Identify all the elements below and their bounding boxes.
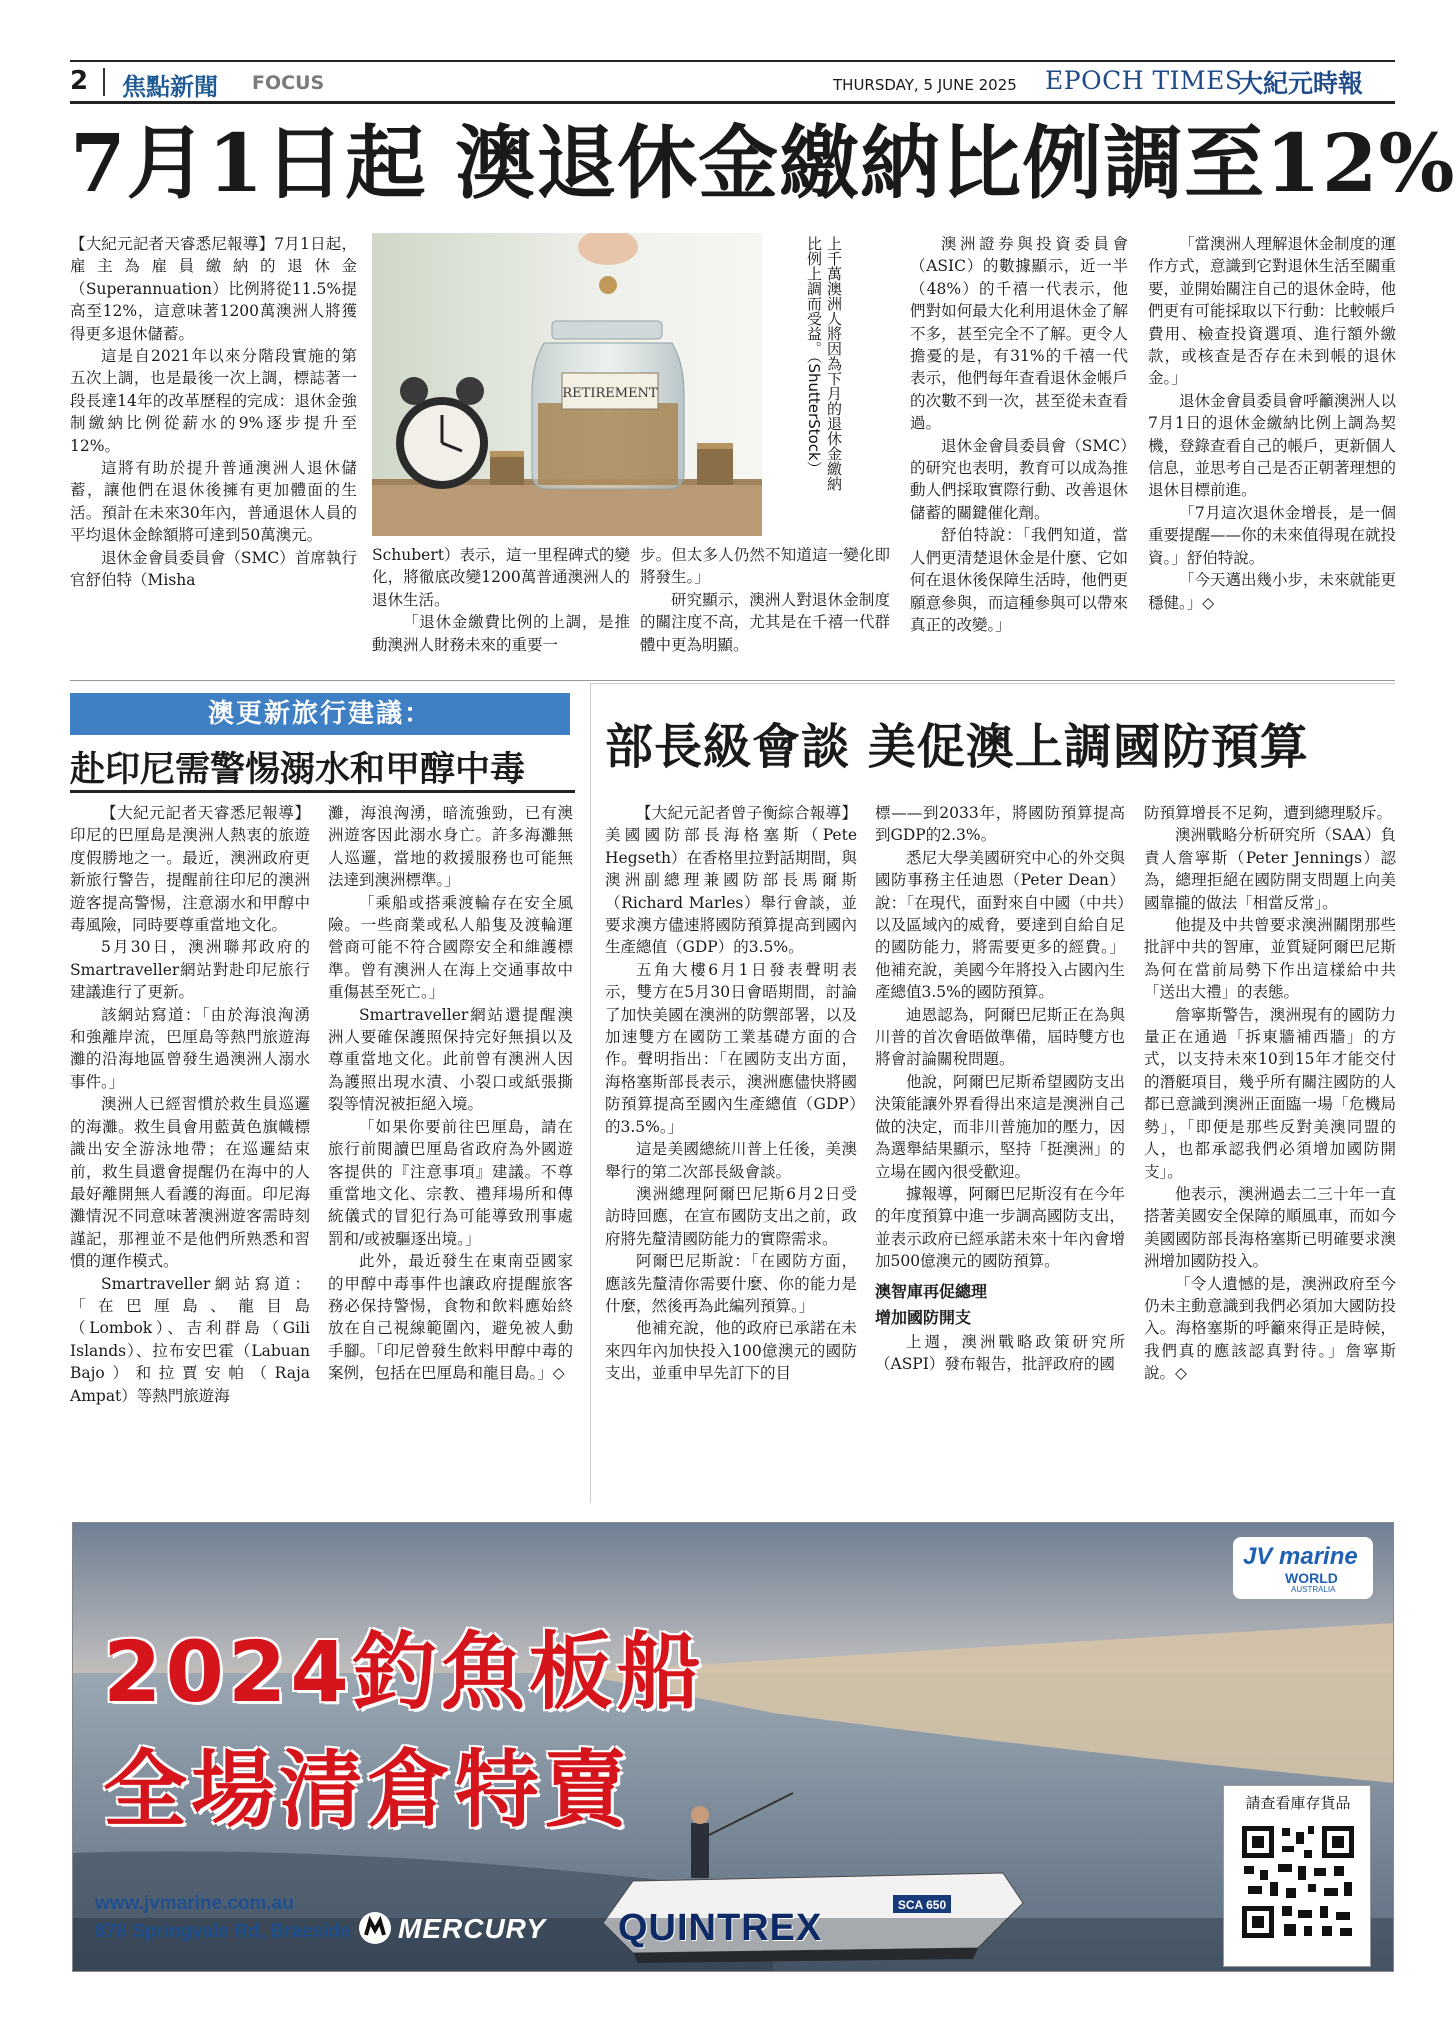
defense-headline: 部長級會談 美促澳上調國防預算: [605, 719, 1309, 775]
defense-article-col-2: [875, 802, 1125, 1375]
qr-code-icon[interactable]: [1238, 1822, 1358, 1942]
paragraph: 這是自2021年以來分階段實施的第五次上調，也是最後一次上調，標誌著一段長達14年的改革歷程的完成：退休金強制繳納比例從薪水的9%逐步提升至12%。: [70, 347, 357, 455]
qr-panel[interactable]: [1223, 1785, 1371, 1967]
section-divider: [70, 680, 1395, 681]
ad-address: 878 Springvale Rd, Braeside: [95, 1921, 351, 1942]
paragraph: 「乘船或搭乘渡輪存在安全風險。一些商業或私人船隻及渡輪運營商可能不符合國際安全和維護標準。曾有澳洲人在海上交通事故中重傷甚至死亡。」: [328, 893, 573, 1002]
header-rule-top: [70, 60, 1395, 62]
masthead-en: EPOCH TIMES: [1045, 66, 1243, 95]
super-article-col-2: [372, 544, 630, 656]
paragraph: 五角大樓6月1日發表聲明表示，雙方在5月30日會晤期間，討論了加快美國在澳洲的防禦部署，以及加速雙方在國防工業基礎方面的合作。聲明指出：「在國防支出方面，海格塞斯部長表示，澳洲應儘快將國防預算提高至國內生產總值（GDP）的3.5%。」: [605, 960, 857, 1136]
paragraph: Smartraveller網站還提醒澳洲人要確保護照保持完好無損以及尊重當地文化。此前曾有澳洲人因為護照出現水漬、小裂口或紙張撕裂等情況被拒絕入境。: [328, 1005, 573, 1114]
paragraph: 步。但太多人仍然不知道這一變化即將發生。」: [640, 546, 890, 587]
paragraph: 他說，阿爾巴尼斯希望國防支出決策能讓外界看得出來這是澳洲自己做的決定，而非川普施加的壓力，因為選舉結果顯示，堅持「挺澳洲」的立場在國內很受歡迎。: [875, 1072, 1125, 1181]
paragraph: Schubert）表示，這一里程碑式的變化，將徹底改變1200萬普通澳洲人的退休生活。: [372, 546, 630, 609]
paragraph: 5月30日，澳洲聯邦政府的Smartraveller網站對赴印尼旅行建議進行了更新。: [70, 938, 310, 1002]
paragraph: 「如果你要前往巴厘島，請在旅行前閱讀巴厘島省政府為外國遊客提供的『注意事項』建議。不尊重當地文化、宗教、禮拜場所和傳統儀式的冒犯行為可能導致刑事處罰和/或被驅逐出境。」: [328, 1117, 573, 1248]
photo-caption: 上千萬澳洲人將因為下月的退休金繳納比例上調而受益。（ShutterStock）: [805, 236, 843, 491]
ad-website-link[interactable]: www.jvmarine.com.au: [95, 1893, 294, 1914]
paragraph: 據報導，阿爾巴尼斯沒有在今年的年度預算中進一步調高國防支出，並表示政府已經承諾未來十年內會增加500億澳元的國防預算。: [875, 1184, 1125, 1271]
paragraph: 詹寧斯警告，澳洲現有的國防力量正在通過「拆東牆補西牆」的方式，以支持未來10到15年才能交付的潛艇項目，幾乎所有關注國防的人都已意識到澳洲正面臨一場「危機局勢」，「即便是那些反對美澳同盟的人，也都承認我們必須增加國防開支」。: [1144, 1005, 1396, 1181]
paragraph: 【大紀元記者天睿悉尼報導】7月1日起，雇主為雇員繳納的退休金（Superannuation）比例將從11.5%提高至12%，這意味著1200萬澳洲人將獲得更多退休儲蓄。: [70, 235, 357, 343]
paragraph: Smartraveller網站寫道：「在巴厘島、龍目島（Lombok）、吉利群島（Gili Islands）、拉布安巴霍（Labuan Bajo）和拉賈安帕（Raja Ampat）等熱門旅遊海: [70, 1274, 310, 1405]
section-name-cn: 焦點新聞: [122, 73, 218, 101]
travel-kicker-banner: 澳更新旅行建議：: [70, 693, 570, 735]
travel-headline-rule: [70, 790, 575, 793]
page-number: 2: [70, 66, 89, 96]
paragraph: 退休金會員委員會（SMC）的研究也表明，教育可以成為推動人們採取實際行動、改善退休儲蓄的關鍵催化劑。: [910, 436, 1128, 522]
travel-headline: 赴印尼需警惕溺水和甲醇中毒: [70, 750, 526, 790]
super-article-col-3: [640, 544, 890, 656]
boat-registration: SCA 650: [897, 1898, 947, 1912]
paragraph: 悉尼大學美國研究中心的外交與國防事務主任迪恩（Peter Dean）說：「在現代，面對來自中國（中共）以及區域內的威脅，要達到自給自足的國防能力，將需要更多的經費。」他補充說，美國今年將投入占國內生產總值3.5%的國防預算。: [875, 848, 1125, 1002]
paragraph: 「令人遺憾的是，澳洲政府至今仍未主動意識到我們必須加大國防投入。海格塞斯的呼籲來得正是時候，我們真的應該認真對待。」詹寧斯說。◇: [1144, 1274, 1396, 1383]
qr-label: 請查看庫存貨品: [1245, 1794, 1351, 1812]
paragraph: 「退休金繳費比例的上調，是推動澳洲人財務未來的重要一: [372, 613, 630, 654]
paragraph: 研究顯示，澳洲人對退休金制度的關注度不高，尤其是在千禧一代群體中更為明顯。: [640, 590, 890, 654]
quintrex-brand: QUINTREX: [618, 1907, 823, 1949]
paragraph: 他表示，澳洲過去二三十年一直搭著美國安全保障的順風車，而如今美國國防部長海格塞斯已明確要求澳洲增加國防投入。: [1144, 1184, 1396, 1271]
section-name-en: FOCUS: [252, 72, 325, 94]
paragraph: 這是美國總統川普上任後，美澳舉行的第二次部長級會談。: [605, 1140, 857, 1181]
paragraph: 澳洲總理阿爾巴尼斯6月2日受訪時回應，在宣布國防支出之前，政府將先釐清國防能力的實際需求。: [605, 1184, 857, 1248]
paragraph: 他補充說，他的政府已承諾在未來四年內加快投入100億澳元的國防支出，並重申早先訂下的目: [605, 1319, 857, 1383]
jar-label: RETIREMENT: [562, 386, 658, 401]
paragraph: 防預算增長不足夠，遭到總理駁斥。: [1144, 804, 1393, 822]
paragraph: 「7月這次退休金增長，是一個重要提醒——你的未來值得現在就投資。」舒伯特說。: [1148, 503, 1397, 567]
paragraph: 【大紀元記者曾子衡綜合報導】美國國防部長海格塞斯（Pete Hegseth）在香格里拉對話期間，與澳洲副總理兼國防部長馬爾斯（Richard Marles）舉行會談，並要求澳方儘速將國防預算提高到國內生產總值（GDP）的3.5%。: [605, 804, 857, 957]
super-article-col-4: [910, 233, 1128, 636]
super-article-col-5: [1148, 233, 1396, 614]
paragraph: 灘，海浪洶湧，暗流強勁，已有澳洲遊客因此溺水身亡。許多海灘無人巡邏，當地的救援服務也可能無法達到澳洲標準。」: [328, 804, 573, 890]
ad-headline-line-1: 2024釣魚板船: [103, 1623, 705, 1721]
super-article-col-1: [70, 233, 357, 592]
defense-box-top: [590, 683, 1395, 684]
paragraph: 「今天邁出幾小步，未來就能更穩健。」◇: [1148, 571, 1397, 612]
paragraph: 澳洲人已經習慣於救生員巡邏的海灘。救生員會用藍黃色旗幟標識出安全游泳地帶；在巡邏結束前，救生員還會提醒仍在海中的人最好離開無人看護的海面。印尼海灘情況不同意味著澳洲遊客需時刻謹記，那裡並不是他們所熟悉和習慣的運作模式。: [70, 1095, 310, 1271]
paragraph: 退休金會員委員會呼籲澳洲人以7月1日的退休金繳納比例上調為契機，登錄查看自己的帳戶，更新個人信息，並思考自己是否正朝著理想的退休目標前進。: [1148, 391, 1397, 500]
mercury-brand: MERCURY: [398, 1913, 547, 1944]
logo-world-text: WORLD: [1285, 1570, 1338, 1586]
main-headline: 7月1日起 澳退休金繳納比例調至12%: [70, 116, 1456, 210]
subheading: 澳智庫再促總理: [875, 1281, 988, 1301]
travel-article-col-2: [328, 802, 573, 1385]
subheading: 增加國防開支: [875, 1307, 972, 1327]
paragraph: 迪恩認為，阿爾巴尼斯正在為與川普的首次會晤做準備，屆時雙方也將會討論關稅問題。: [875, 1005, 1125, 1069]
defense-article-col-3: [1144, 802, 1396, 1385]
masthead-cn: 大紀元時報: [1238, 69, 1364, 98]
paragraph: 澳洲證券與投資委員會（ASIC）的數據顯示，近一半（48%）的千禧一代表示，他們對如何最大化利用退休金了解不多，甚至完全不了解。更令人擔憂的是，有31%的千禧一代表示，他們每年查看退休金帳戶的次數不到一次，甚至從未查看過。: [910, 235, 1128, 433]
paragraph: 澳洲戰略分析研究所（SAA）負責人詹寧斯（Peter Jennings）認為，總理拒絕在國防開支問題上向美國靠攏的做法「相當反常」。: [1144, 826, 1396, 912]
paragraph: 【大紀元記者天睿悉尼報導】印尼的巴厘島是澳洲人熱衷的旅遊度假勝地之一。最近，澳洲政府更新旅行警告，提醒前往印尼的澳洲遊客提高警惕，注意溺水和甲醇中毒風險，同時要尊重當地文化。: [70, 804, 310, 935]
paragraph: 舒伯特說：「我們知道，當人們更清楚退休金是什麼、它如何在退休後保障生活時，他們更願意參與，而這種參與可以帶來真正的改變。」: [910, 526, 1128, 634]
coin-jar-illustration: [372, 233, 762, 536]
header-divider: [103, 68, 105, 96]
retirement-photo: [372, 233, 762, 536]
jvmarine-logo: [1233, 1537, 1373, 1599]
paragraph: 標——到2033年，將國防預算提高到GDP的2.3%。: [875, 804, 1125, 845]
paragraph: 「當澳洲人理解退休金制度的運作方式，意識到它對退休生活至關重要，並開始關注自己的退休金時，他們更有可能採取以下行動：比較帳戶費用、檢查投資選項、進行額外繳款，或核查是否存在未到帳的退休金。」: [1148, 235, 1397, 388]
logo-country-text: AUSTRALIA: [1291, 1585, 1336, 1594]
mercury-logo-icon: [358, 1911, 392, 1945]
paragraph: 退休金會員委員會（SMC）首席執行官舒伯特（Misha: [70, 548, 357, 590]
paragraph: 這將有助於提升普通澳洲人退休儲蓄，讓他們在退休後擁有更加體面的生活。預計在未來30年內，普通退休人員的平均退休金餘額將可達到50萬澳元。: [70, 459, 357, 545]
defense-article-col-1: [605, 802, 857, 1385]
issue-date: THURSDAY, 5 JUNE 2025: [833, 76, 1017, 94]
travel-article-col-1: [70, 802, 310, 1407]
paragraph: 阿爾巴尼斯說：「在國防方面，應該先釐清你需要什麼、你的能力是什麼，然後再為此編列預算。」: [605, 1252, 857, 1315]
header-rule-bottom: [70, 101, 1395, 104]
paragraph: 該網站寫道：「由於海浪洶湧和強離岸流，巴厘島等熱門旅遊海灘的沿海地區曾發生過澳洲人溺水事件。」: [70, 1005, 310, 1091]
defense-box-left: [590, 683, 591, 1503]
paragraph: 他提及中共曾要求澳洲關閉那些批評中共的智庫，並質疑阿爾巴尼斯為何在當前局勢下作出這樣給中共「送出大禮」的表態。: [1144, 916, 1396, 1002]
paragraph: 此外，最近發生在東南亞國家的甲醇中毒事件也讓政府提醒旅客務必保持警惕，食物和飲料應始終放在自己視線範圍內，避免被人動手腳。「印尼曾發生飲料甲醇中毒的案例，包括在巴厘島和龍目島。」◇: [328, 1252, 573, 1383]
logo-main-text: JV marine: [1243, 1543, 1358, 1570]
paragraph: 上週，澳洲戰略政策研究所（ASPI）發布報告，批評政府的國: [875, 1332, 1125, 1373]
boat-sale-advertisement[interactable]: [72, 1522, 1394, 1972]
ad-headline-line-2: 全場清倉特賣: [103, 1741, 632, 1839]
